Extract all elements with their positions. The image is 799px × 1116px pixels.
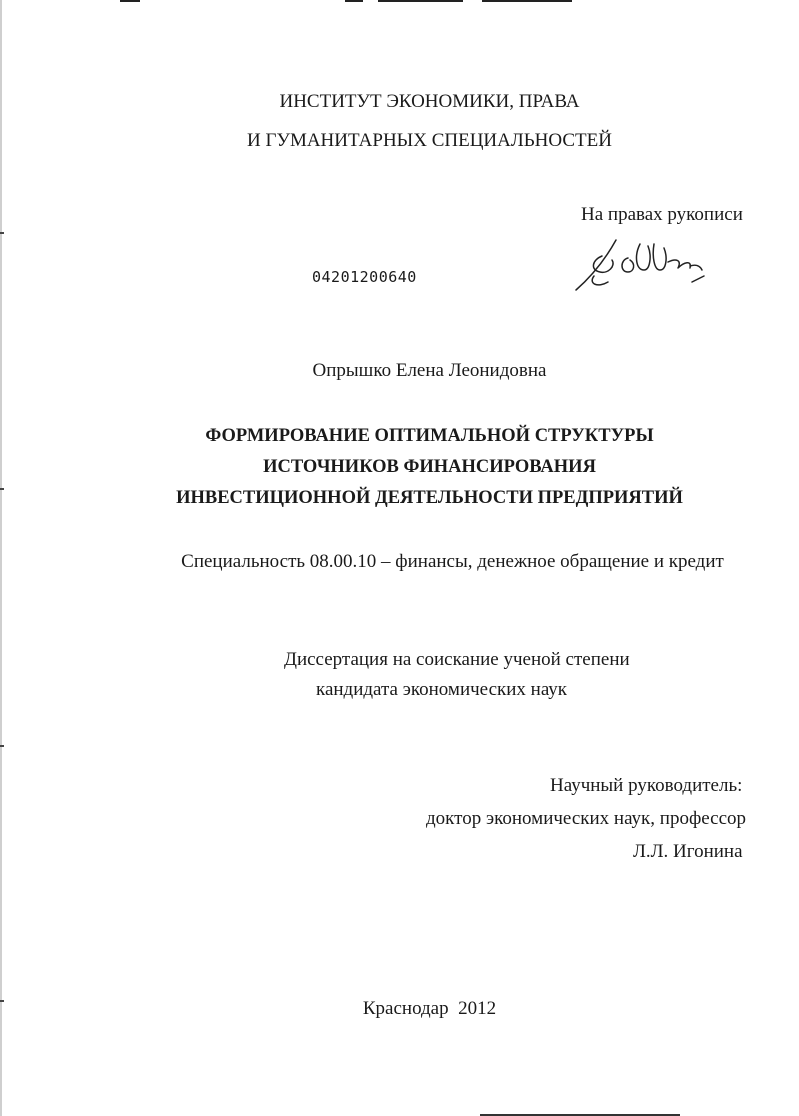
- registration-number: 04201200640: [312, 268, 417, 286]
- signature-image: [572, 236, 706, 294]
- scan-top-mark: [378, 0, 463, 2]
- supervisor-degree: доктор экономических наук, профессор: [426, 808, 747, 829]
- scan-left-tick: [0, 232, 4, 234]
- scan-left-tick: [0, 488, 4, 490]
- manuscript-note: На правах рукописи: [581, 204, 743, 225]
- degree-line-2: кандидата экономических наук: [316, 679, 568, 700]
- place-year: Краснодар 2012: [362, 998, 497, 1019]
- author-name: Опрышко Елена Леонидовна: [312, 360, 547, 381]
- scan-top-mark: [345, 0, 363, 2]
- thesis-title-line-1: ФОРМИРОВАНИЕ ОПТИМАЛЬНОЙ СТРУКТУРЫ: [205, 426, 654, 446]
- scan-left-tick: [0, 745, 4, 747]
- specialty: Специальность 08.00.10 – финансы, денежное обращение и кредит: [181, 551, 724, 572]
- institute-line-1: ИНСТИТУТ ЭКОНОМИКИ, ПРАВА: [279, 91, 580, 112]
- supervisor-name: Л.Л. Игонина: [633, 841, 743, 862]
- institute-line-2: И ГУМАНИТАРНЫХ СПЕЦИАЛЬНОСТЕЙ: [247, 130, 612, 151]
- thesis-title-line-2: ИСТОЧНИКОВ ФИНАНСИРОВАНИЯ: [263, 457, 596, 477]
- scan-top-mark: [120, 0, 140, 2]
- scan-left-edge: [0, 0, 2, 1116]
- degree-line-1: Диссертация на соискание ученой степени: [284, 649, 630, 670]
- scan-top-mark: [482, 0, 572, 2]
- supervisor-label: Научный руководитель:: [550, 775, 743, 796]
- scan-left-tick: [0, 1000, 4, 1002]
- thesis-title-line-3: ИНВЕСТИЦИОННОЙ ДЕЯТЕЛЬНОСТИ ПРЕДПРИЯТИЙ: [176, 488, 683, 508]
